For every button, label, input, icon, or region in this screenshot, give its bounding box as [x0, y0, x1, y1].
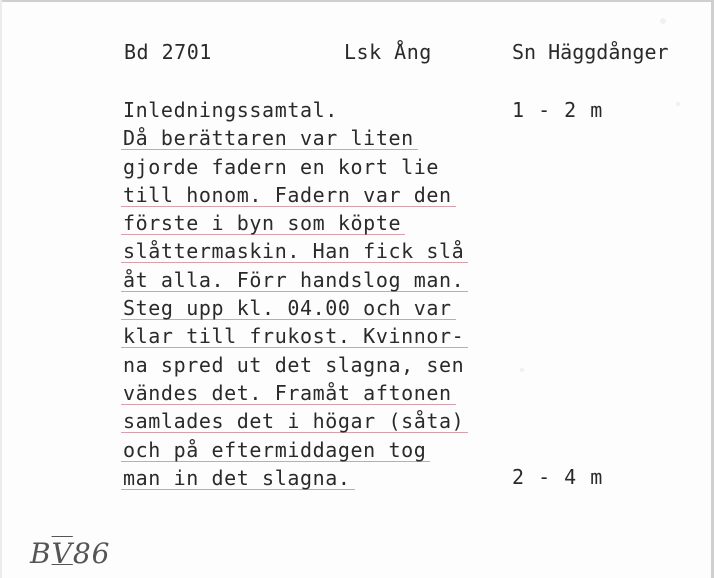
text-line-content: och på eftermiddagen tog	[121, 439, 430, 462]
archive-mark-suffix: 86	[72, 537, 111, 570]
text-line	[121, 322, 541, 350]
text-line	[121, 294, 541, 322]
text-line	[121, 436, 541, 464]
text-line	[121, 124, 541, 152]
text-line-content: förste i byn som köpte	[121, 212, 405, 235]
text-line	[121, 209, 541, 237]
text-line-content: gjorde fadern en kort lie	[123, 154, 440, 179]
transcript-text	[121, 96, 541, 492]
text-line	[121, 266, 541, 294]
text-line-content: Inledningssamtal.	[123, 98, 338, 122]
text-line	[121, 181, 541, 209]
text-line-content: slåttermaskin. Han fick slå	[121, 240, 468, 263]
archive-mark-roman: V	[51, 537, 73, 570]
text-line-content: man in det slagna.	[121, 467, 355, 490]
card-left-edge	[0, 0, 2, 578]
area-label: Lsk Ång	[344, 40, 432, 64]
text-line-content: na spred ut det slagna, sen	[123, 352, 465, 377]
text-line-content: vändes det. Framåt aftonen	[121, 382, 456, 405]
text-line	[121, 407, 541, 435]
text-line	[121, 351, 541, 379]
text-line-content: till honom. Fadern var den	[121, 184, 456, 207]
archive-mark	[30, 537, 110, 570]
archive-mark-prefix: B	[30, 537, 52, 570]
paper-speck	[676, 102, 680, 106]
timestamp-start: 1 - 2 m	[512, 98, 604, 122]
text-line-content: Steg upp kl. 04.00 och var	[121, 297, 456, 320]
text-line	[121, 379, 541, 407]
text-line-content: åt alla. Förr handslog man.	[121, 269, 468, 292]
record-code: Bd 2701	[124, 40, 212, 64]
text-line	[121, 153, 541, 181]
card-top-edge	[0, 0, 714, 2]
paper-speck	[660, 18, 666, 24]
text-line	[121, 96, 541, 124]
text-line-content: klar till frukost. Kvinnor-	[121, 325, 468, 348]
parish-label: Sn Häggdånger	[512, 40, 669, 64]
text-line-content: Då berättaren var liten	[121, 127, 418, 150]
text-line	[121, 237, 541, 265]
text-line	[121, 464, 541, 492]
timestamp-end: 2 - 4 m	[512, 465, 604, 489]
text-line-content: samlades det i högar (såta)	[121, 410, 468, 433]
